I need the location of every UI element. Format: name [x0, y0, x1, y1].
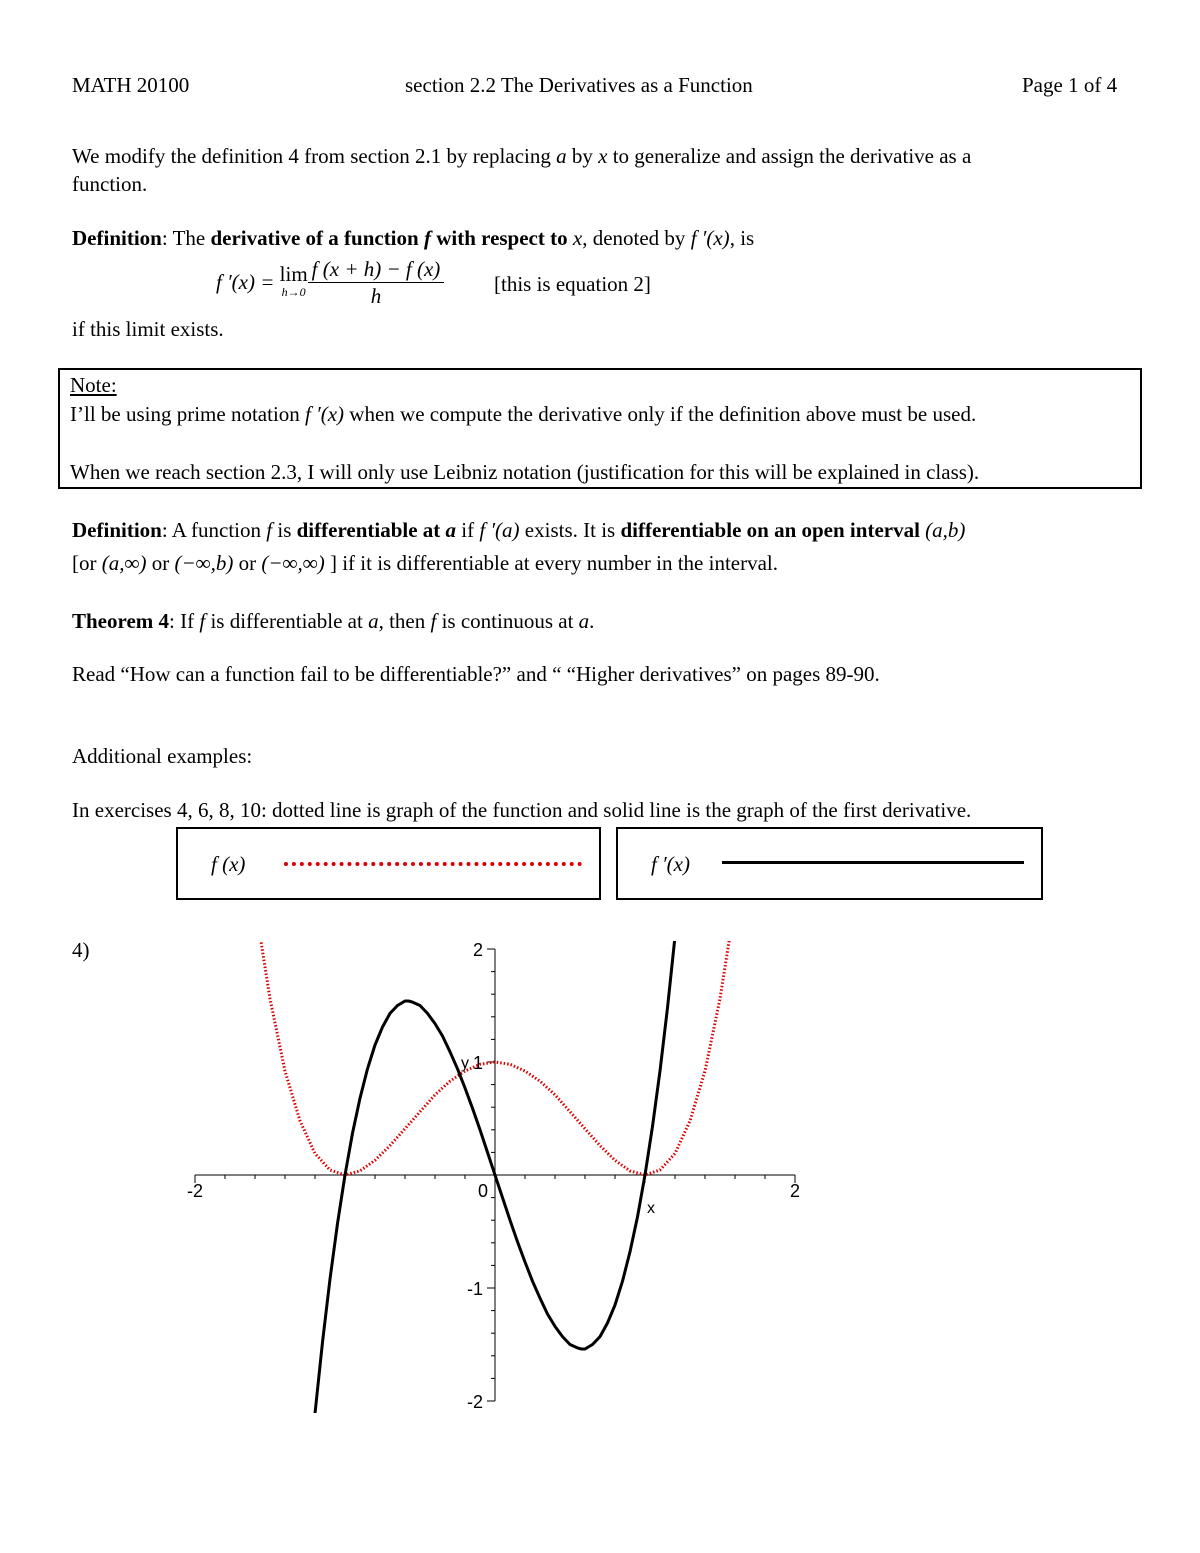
note-title: Note: — [70, 373, 117, 397]
note-line-2: When we reach section 2.3, I will only use Leibniz notation (justification for this will be explained in class). — [70, 460, 980, 484]
reading-assignment: Read “How can a function fail to be differentiable?” and “ “Higher derivatives” on pages 89-90. — [72, 662, 880, 686]
problem-number: 4) — [72, 938, 90, 962]
definition-differentiable-line-1: Definition: A function f is differentiable at a if f ′(a) exists. It is differentiable on an open interval (a,b) — [72, 518, 966, 542]
equation-note: [this is equation 2] — [494, 272, 651, 296]
limit-condition: if this limit exists. — [72, 317, 224, 341]
header-section-title: section 2.2 The Derivatives as a Function — [405, 73, 753, 97]
theorem-4: Theorem 4: If f is differentiable at a, then f is continuous at a. — [72, 609, 595, 633]
legend-label-derivative: f ′(x) — [651, 852, 690, 876]
intro-line-2: function. — [72, 172, 148, 196]
x-tick-label: 2 — [789, 1181, 801, 1201]
x-tick-label: -2 — [186, 1181, 204, 1201]
exercises-instructions: In exercises 4, 6, 8, 10: dotted line is graph of the function and solid line is the graph of the first derivative. — [72, 798, 972, 822]
x-axis-label: x — [647, 1200, 655, 1217]
limit-operator: lim h→0 — [279, 261, 308, 299]
header-course: MATH 20100 — [72, 73, 190, 97]
definition-derivative: Definition: The derivative of a function f with respect to x, denoted by f ′(x), is — [72, 226, 755, 250]
equation-lhs: f ′(x) = — [216, 270, 280, 294]
y-tick-label: -2 — [466, 1392, 483, 1412]
difference-quotient: $\frac{f (x + h) - f (x)}{h}$ — [308, 256, 445, 309]
y-tick-label: 2 — [472, 940, 483, 960]
legend-label-function: f (x) — [211, 852, 246, 876]
intro-line-1: We modify the definition 4 from section 2.1 by replacing a by x to generalize and assign the derivative as a — [72, 144, 972, 168]
y-tick-label: -1 — [466, 1279, 483, 1299]
note-line-1: I’ll be using prime notation f ′(x) when we compute the derivative only if the definition above must be used. — [70, 402, 977, 426]
y-axis-label: y — [461, 1055, 469, 1072]
x-tick-label: 0 — [477, 1181, 489, 1201]
header-page-number: Page 1 of 4 — [1022, 73, 1118, 97]
additional-examples-heading: Additional examples: — [72, 744, 253, 768]
definition-differentiable-line-2: [or (a,∞) or (−∞,b) or (−∞,∞) ] if it is differentiable at every number in the interval. — [72, 551, 779, 575]
y-tick-label: 1 — [472, 1053, 483, 1073]
